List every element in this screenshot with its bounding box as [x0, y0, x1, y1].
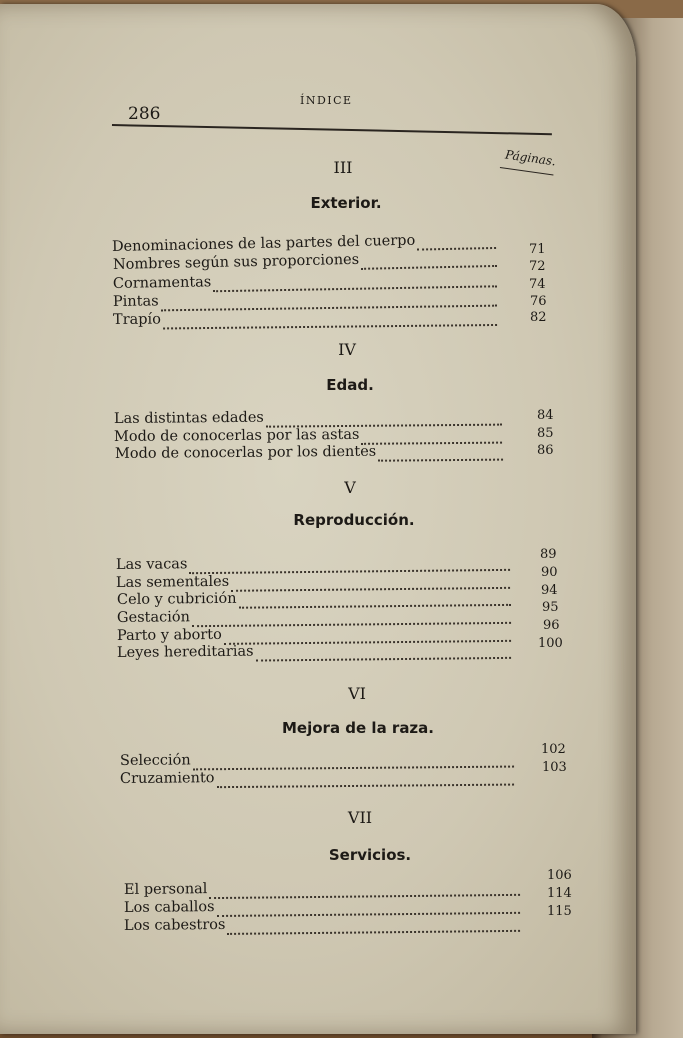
running-head: ÍNDICE — [300, 94, 353, 107]
header-rule — [112, 124, 552, 153]
pages-column-underline — [500, 167, 554, 176]
entry-label: Cruzamiento — [119, 770, 215, 787]
entry-label: Los caballos — [123, 899, 215, 916]
entry-page: 102 — [541, 742, 566, 757]
index-entry — [120, 768, 516, 789]
entry-label: Los cabestros — [123, 916, 226, 934]
entry-page: 71 — [529, 242, 546, 257]
entry-label: Modo de conocerlas por los dientes — [114, 443, 377, 462]
entry-label: Selección — [119, 752, 191, 769]
section-numeral: VI — [348, 684, 366, 703]
entry-page: 106 — [547, 868, 572, 883]
entry-page: 84 — [537, 408, 554, 423]
entry-label: Las sementales — [115, 573, 230, 591]
leader-dots — [217, 779, 515, 789]
book-page — [0, 4, 636, 1034]
section-numeral: III — [333, 158, 353, 177]
section-title: Exterior. — [310, 194, 382, 212]
entry-label: Denominaciones de las partes del cuerpo — [111, 232, 416, 255]
section-title: Mejora de la raza. — [282, 719, 434, 737]
entry-page: 90 — [541, 565, 558, 580]
section-numeral: VII — [347, 808, 373, 827]
entry-label: Celo y cubrición — [116, 590, 237, 608]
entry-label: El personal — [123, 881, 208, 898]
entry-page: 82 — [530, 310, 547, 325]
pages-column-label: Páginas. — [504, 147, 557, 169]
section-title: Servicios. — [328, 846, 412, 864]
entry-page: 76 — [530, 294, 547, 309]
entry-label: Nombres según sus proporciones — [112, 251, 360, 273]
section-numeral: IV — [338, 340, 356, 359]
entry-page: 115 — [547, 904, 572, 919]
entry-page: 103 — [542, 760, 567, 775]
entry-page: 114 — [547, 886, 572, 901]
index-entry — [115, 443, 505, 464]
entry-label: Gestación — [116, 609, 190, 626]
entry-label: Las distintas edades — [113, 409, 264, 427]
entry-page: 85 — [537, 426, 554, 441]
entry-page: 94 — [541, 583, 558, 598]
entry-page: 100 — [538, 636, 563, 651]
entry-page: 89 — [540, 547, 557, 562]
entry-label: Pintas — [112, 293, 159, 310]
entry-label: Modo de conocerlas por las astas — [113, 426, 360, 445]
entry-page: 86 — [537, 443, 554, 458]
section-numeral: V — [344, 478, 356, 497]
entry-label: Parto y aborto — [116, 626, 222, 644]
entry-label: Las vacas — [115, 556, 188, 573]
index-entry — [113, 308, 499, 330]
entry-label: Cornamentas — [112, 274, 212, 292]
leader-dots — [256, 652, 512, 662]
section-title: Reproducción. — [293, 511, 415, 529]
index-entry — [124, 914, 522, 936]
entry-page: 72 — [529, 259, 546, 274]
leader-dots — [227, 925, 520, 935]
entry-label: Trapío — [112, 311, 161, 328]
leader-dots — [361, 260, 497, 270]
leader-dots — [378, 454, 503, 462]
entry-page: 96 — [543, 618, 560, 633]
section-title: Edad. — [326, 376, 374, 394]
entry-page: 74 — [529, 277, 546, 292]
entry-label: Leyes hereditarias — [116, 643, 254, 661]
index-entry — [117, 641, 513, 663]
leader-dots — [163, 319, 497, 329]
page-number: 286 — [128, 104, 161, 124]
entry-page: 95 — [542, 600, 559, 615]
